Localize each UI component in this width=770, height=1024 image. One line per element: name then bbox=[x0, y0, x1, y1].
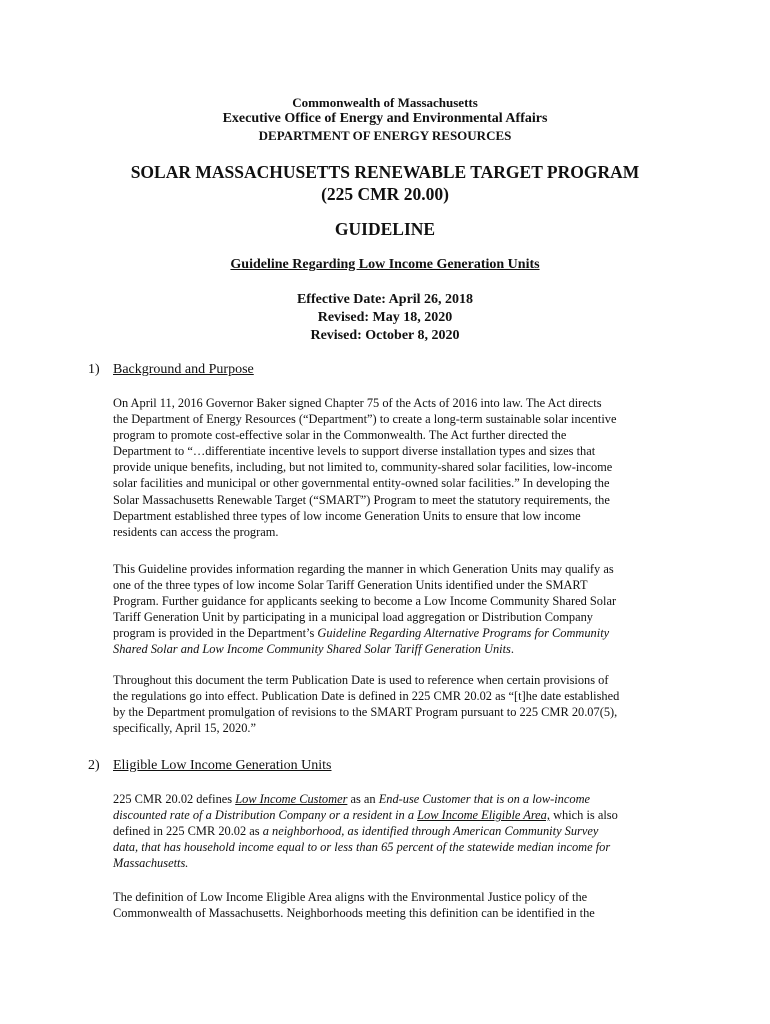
text-line: This Guideline provides information regarding the manner in which Generation Units may qualify as bbox=[113, 562, 614, 576]
referenced-guideline-title-cont: Shared Solar and Low Income Community Shared Solar Tariff Generation Units bbox=[113, 642, 511, 657]
revised-date-2: Revised: October 8, 2020 bbox=[310, 328, 460, 343]
commonwealth-heading: Commonwealth of Massachusetts bbox=[292, 95, 478, 110]
background-paragraph-2 bbox=[113, 561, 683, 658]
guideline-subtitle: Guideline Regarding Low Income Generation Units bbox=[230, 257, 540, 272]
text-fragment: program is provided in the Department’s bbox=[113, 626, 318, 641]
text-line: solar facilities and municipal or other governmental entity-owned solar facilities.” In developing the bbox=[113, 476, 610, 491]
text-fragment: 225 CMR 20.02 defines bbox=[113, 792, 236, 806]
department-heading: DEPARTMENT OF ENERGY RESOURCES bbox=[258, 128, 512, 143]
text-fragment: . bbox=[510, 642, 514, 657]
text-line: by the Department promulgation of revisions to the SMART Program pursuant to 225 CMR 20.07(5), bbox=[113, 705, 618, 720]
text-fragment: as an bbox=[347, 792, 379, 806]
section-number: 2) bbox=[88, 758, 100, 773]
text-fragment: defined in 225 CMR 20.02 as bbox=[113, 824, 263, 839]
section-title: Background and Purpose bbox=[113, 362, 254, 377]
text-line: Department established three types of low income Generation Units to ensure that low income bbox=[113, 508, 581, 523]
section-number: 1) bbox=[88, 362, 100, 377]
text-line: provide unique benefits, including, but not limited to, community-shared solar facilities, low-income bbox=[113, 460, 613, 475]
program-title: SOLAR MASSACHUSETTS RENEWABLE TARGET PROGRAM bbox=[130, 162, 640, 182]
text-line: the regulations go into effect. Publication Date is defined in 225 CMR 20.02 as “[t]he date established bbox=[113, 689, 620, 704]
text-line: Department to “…differentiate incentive levels to support diverse installation types and sizes that bbox=[113, 444, 596, 459]
eligible-paragraph-1 bbox=[113, 791, 683, 871]
definition-text: End-use Customer that is on a low-income bbox=[378, 792, 591, 806]
text-line: On April 11, 2016 Governor Baker signed Chapter 75 of the Acts of 2016 into law. The Act directs bbox=[113, 396, 602, 410]
office-heading: Executive Office of Energy and Environmental Affairs bbox=[222, 111, 548, 126]
section-heading-background bbox=[88, 362, 254, 378]
text-fragment: which is also bbox=[549, 808, 618, 823]
document-type: GUIDELINE bbox=[334, 219, 436, 239]
text-line: specifically, April 15, 2020.” bbox=[113, 721, 257, 736]
text-line: Commonwealth of Massachusetts. Neighborhoods meeting this definition can be identified in the bbox=[113, 906, 595, 921]
definition-text: data, that has household income equal to or less than 65 percent of the statewide median income for bbox=[113, 840, 611, 855]
background-paragraph-1 bbox=[113, 395, 683, 540]
text-line: Tariff Generation Unit by participating in a municipal load aggregation or Distribution Company bbox=[113, 610, 593, 625]
text-line: one of the three types of low income Solar Tariff Generation Units identified under the SMART bbox=[113, 578, 588, 593]
eligible-paragraph-2 bbox=[113, 889, 683, 921]
section-heading-eligible bbox=[88, 758, 332, 774]
defined-term-low-income-customer: Low Income Customer bbox=[235, 792, 348, 806]
text-line: The definition of Low Income Eligible Area aligns with the Environmental Justice policy of the bbox=[113, 890, 588, 904]
referenced-guideline-title: Guideline Regarding Alternative Programs for Community bbox=[317, 626, 610, 641]
text-line: the Department of Energy Resources (“Department”) to create a long-term sustainable solar incentive bbox=[113, 412, 617, 427]
text-line: Program. Further guidance for applicants seeking to become a Low Income Community Shared Solar bbox=[113, 594, 617, 609]
text-line: Solar Massachusetts Renewable Target (“SMART”) Program to meet the statutory requirements, the bbox=[113, 492, 610, 507]
effective-date: Effective Date: April 26, 2018 bbox=[296, 292, 474, 307]
defined-term-low-income-eligible-area: Low Income Eligible Area, bbox=[417, 808, 550, 823]
definition-text: discounted rate of a Distribution Company or a resident in a bbox=[113, 808, 418, 823]
background-paragraph-3 bbox=[113, 672, 683, 736]
program-cmr: (225 CMR 20.00) bbox=[321, 184, 449, 204]
text-line: residents can access the program. bbox=[113, 524, 279, 539]
section-title: Eligible Low Income Generation Units bbox=[113, 758, 332, 773]
text-line: program to promote cost-effective solar in the Commonwealth. The Act further directed the bbox=[113, 428, 567, 443]
definition-text: Massachusetts. bbox=[113, 856, 189, 871]
definition-text: a neighborhood, as identified through American Community Survey bbox=[262, 824, 599, 839]
text-line: Throughout this document the term Publication Date is used to reference when certain provisions of bbox=[113, 673, 609, 687]
revised-date-1: Revised: May 18, 2020 bbox=[317, 310, 453, 325]
